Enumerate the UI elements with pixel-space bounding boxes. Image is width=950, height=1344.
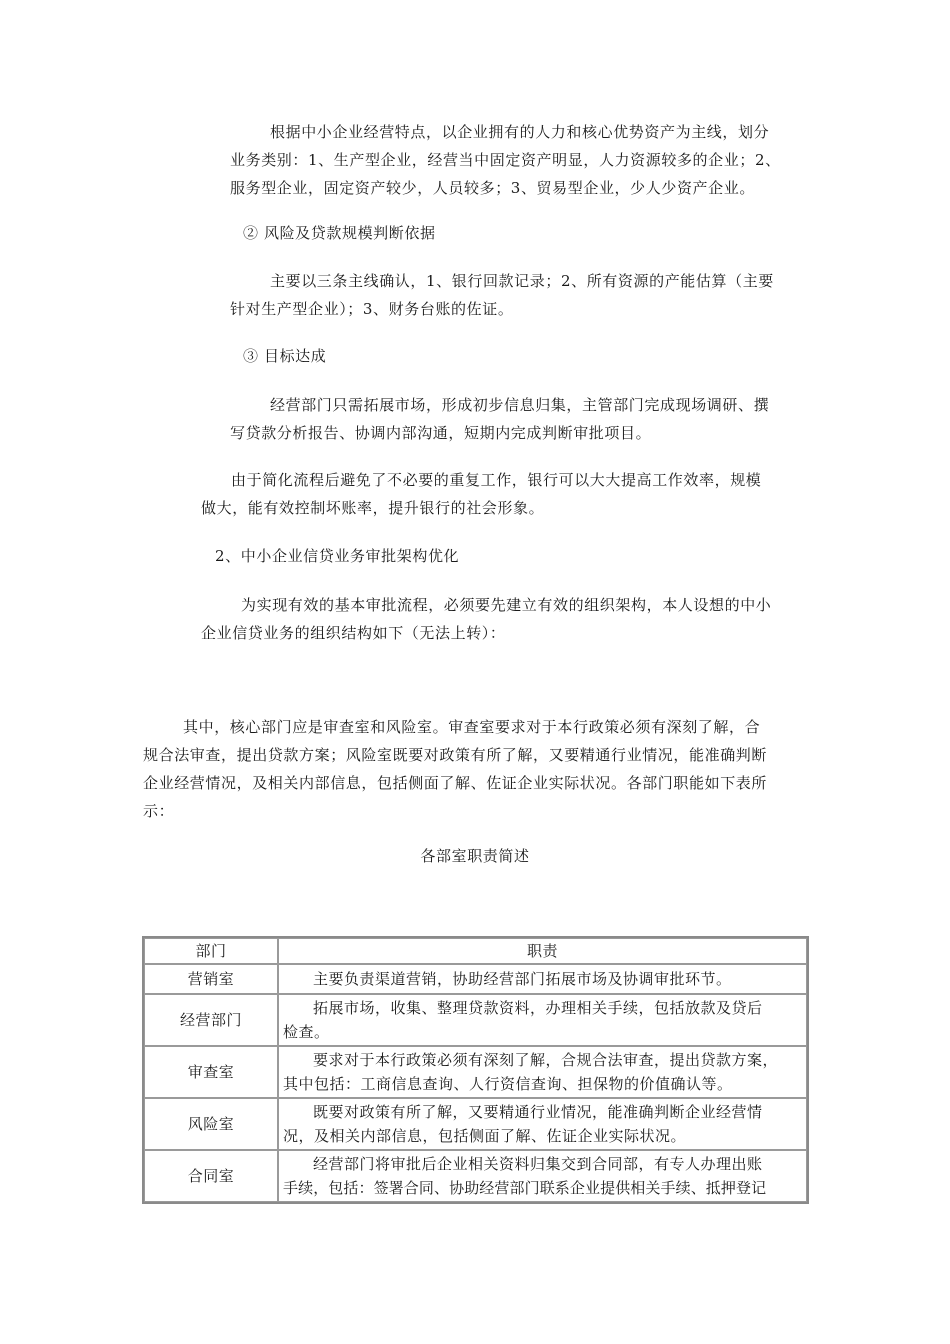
dept-cell: 经营部门: [144, 994, 278, 1046]
duty-line: 主要负责渠道营销，协助经营部门拓展市场及协调审批环节。: [313, 970, 732, 988]
heading-goal: ③ 目标达成: [243, 347, 327, 365]
text-line: 企业经营情况，及相关内部信息，包括侧面了解、佐证企业实际状况。各部门职能如下表所: [143, 774, 768, 792]
text-line: 主要以三条主线确认，1、银行回款记录；2、所有资源的产能估算（主要: [270, 272, 774, 290]
department-duties-table: [142, 936, 809, 1204]
table-row: [144, 1150, 807, 1202]
heading-section-2: 2、中小企业信贷业务审批架构优化: [215, 547, 460, 565]
paragraph-business-categories: [230, 118, 781, 202]
text-line: 其中，核心部门应是审查室和风险室。审查室要求对于本行政策必须有深刻了解，合: [183, 718, 761, 736]
text-line: 经营部门只需拓展市场，形成初步信息归集，主管部门完成现场调研、撰: [270, 396, 770, 414]
paragraph-org-structure: [201, 591, 771, 647]
header-duty: 职责: [278, 938, 807, 964]
text-line: 企业信贷业务的组织结构如下（无法上转）：: [201, 624, 506, 642]
duty-line: 况，及相关内部信息，包括侧面了解、佐证企业实际状况。: [283, 1127, 687, 1145]
paragraph-risk-basis: [230, 267, 774, 323]
duty-cell: [278, 1098, 807, 1150]
text-line: 业务类别：1、生产型企业，经营当中固定资产明显，人力资源较多的企业；2、: [230, 151, 781, 169]
table-row: [144, 1046, 807, 1098]
dept-cell: 营销室: [144, 964, 278, 994]
text-line: 根据中小企业经营特点，以企业拥有的人力和核心优势资产为主线，划分: [270, 123, 770, 141]
paragraph-core-departments: [143, 713, 767, 825]
duty-cell: [278, 964, 807, 994]
duty-line: 既要对政策有所了解，又要精通行业情况，能准确判断企业经营情: [313, 1103, 763, 1121]
duty-line: 拓展市场，收集、整理贷款资料，办理相关手续，包括放款及贷后: [313, 999, 763, 1017]
text-line: 针对生产型企业）；3、财务台账的佐证。: [230, 300, 514, 318]
duty-line: 检查。: [283, 1023, 330, 1041]
dept-cell: 合同室: [144, 1150, 278, 1202]
heading-risk-basis: ② 风险及贷款规模判断依据: [243, 224, 436, 242]
table-header-row: [144, 938, 807, 964]
header-dept: 部门: [144, 938, 278, 964]
duty-line: 经营部门将审批后企业相关资料归集交到合同部，有专人办理出账: [313, 1155, 763, 1173]
text-line: 规合法审查，提出贷款方案；风险室既要对政策有所了解，又要精通行业情况，能准确判断: [143, 746, 768, 764]
duty-line: 其中包括：工商信息查询、人行资信查询、担保物的价值确认等。: [283, 1075, 733, 1093]
text-line: 写贷款分析报告、协调内部沟通，短期内完成判断审批项目。: [230, 424, 652, 442]
duty-cell: [278, 1150, 807, 1202]
text-line: 服务型企业，固定资产较少，人员较多；3、贸易型企业，少人少资产企业。: [230, 179, 755, 197]
text-line: 由于简化流程后避免了不必要的重复工作，银行可以大大提高工作效率，规模: [231, 471, 762, 489]
table-row: [144, 1098, 807, 1150]
text-line: 为实现有效的基本审批流程，必须要先建立有效的组织架构，本人设想的中小: [241, 596, 772, 614]
table-row: [144, 964, 807, 994]
duty-cell: [278, 994, 807, 1046]
table-caption: 各部室职责简述: [420, 847, 530, 865]
table-row: [144, 994, 807, 1046]
text-line: 做大，能有效控制坏账率，提升银行的社会形象。: [201, 499, 545, 517]
duty-cell: [278, 1046, 807, 1098]
paragraph-goal: [230, 391, 769, 447]
duty-line: 要求对于本行政策必须有深刻了解，合规合法审查，提出贷款方案，: [313, 1051, 779, 1069]
text-line: 示：: [143, 802, 175, 820]
paragraph-efficiency: [201, 466, 761, 522]
duty-line: 手续，包括：签署合同、协助经营部门联系企业提供相关手续、抵押登记: [283, 1179, 767, 1197]
dept-cell: 风险室: [144, 1098, 278, 1150]
dept-cell: 审查室: [144, 1046, 278, 1098]
